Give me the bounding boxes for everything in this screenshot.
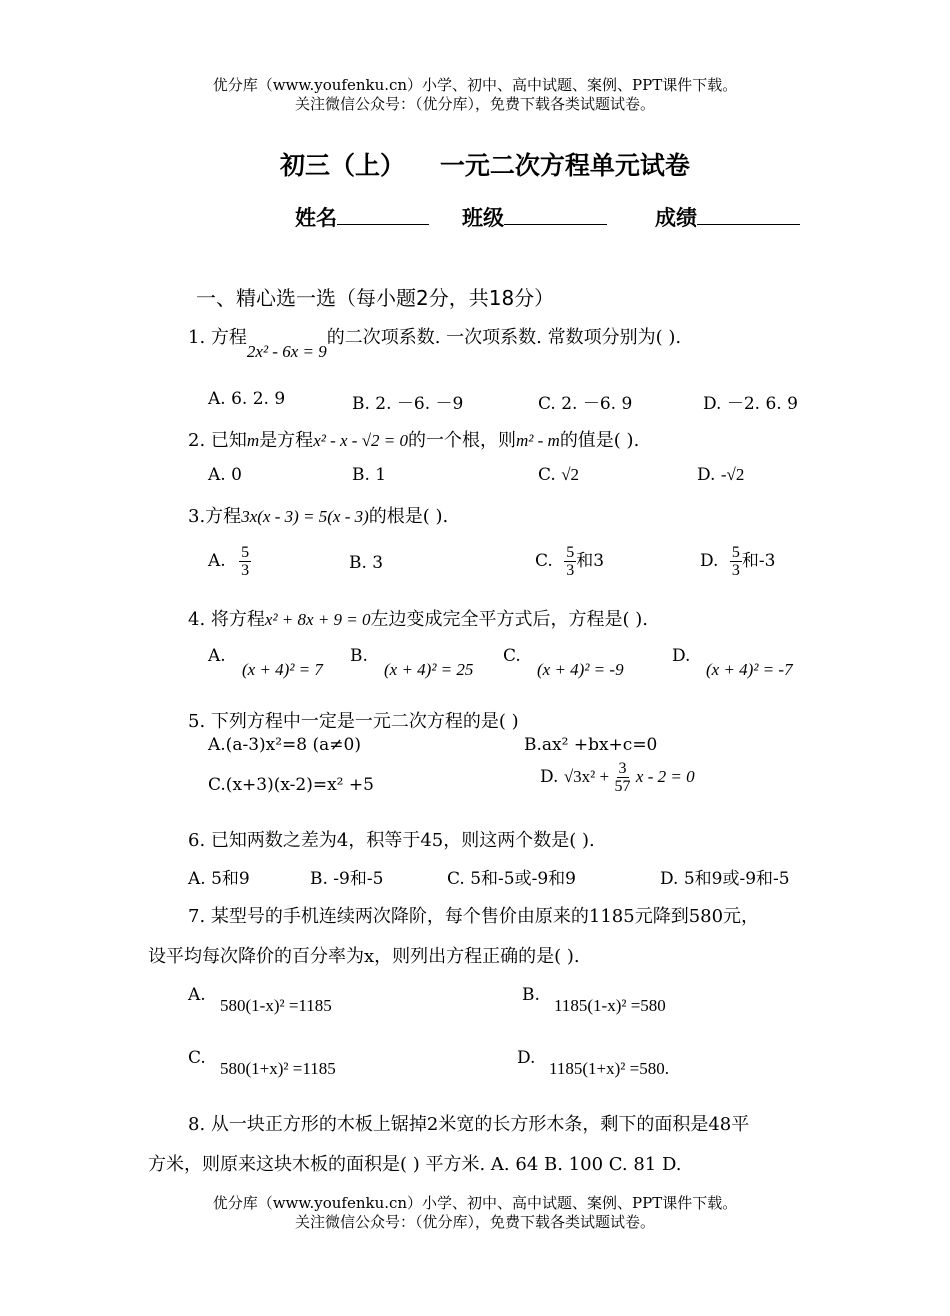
header-line-2: 关注微信公众号：（优分库），免费下载各类试题试卷。 [294,95,655,113]
q7-option-c-label: C. [188,1048,206,1068]
q3-option-d-fraction [730,544,742,579]
name-label: 姓名 [295,206,337,230]
fraction-denominator: 57 [614,778,631,795]
q4-post: 左边变成完全平方式后，方程是( ). [370,609,649,630]
question-2 [188,426,639,452]
q4-pre: 4. 将方程 [188,609,265,630]
q2-pre: 2. 已知 [188,430,247,451]
question-7-line-1: 7. 某型号的手机连续两次降阶，每个售价由原来的1185元降到580元， [188,906,760,927]
q6-option-a: A. 5和9 [188,869,250,889]
q2-option-c [538,465,579,485]
q5-option-d-fraction [615,760,631,795]
q5-option-c: C.(x+3)(x-2)=x² +5 [208,775,374,795]
q7-option-d [549,1059,669,1079]
q3-equation: 3x(x - 3) = 5(x - 3) [241,507,369,526]
q3-option-c-suffix: 和3 [576,551,605,571]
class-blank[interactable] [504,202,607,225]
q7-option-d-label: D. [517,1048,536,1068]
q1-option-b: B. 2. －6. －9 [352,394,464,414]
q2-post: 的值是( ). [559,430,640,451]
q7-option-a: 580(1-x)² =1185 [220,996,332,1015]
q1-option-d: D. －2. 6. 9 [703,394,798,414]
q2-option-d-value: -√2 [720,465,745,484]
q2-option-d-label: D. [697,465,716,485]
score-field [655,202,800,232]
class-label: 班级 [462,206,504,230]
footer-line-1: 优分库（www.youfenku.cn）小学、初中、高中试题、案例、PPT课件下载。 [212,1194,738,1212]
q7-option-d-equation: 1185(1+x)² =580 [549,1059,665,1078]
q1-option-a: A. 6. 2. 9 [208,389,286,409]
q5-option-d-part2: x - 2 = 0 [635,767,695,786]
fraction-denominator: 3 [731,562,740,579]
q6-option-c: C. 5和-5或-9和9 [447,869,576,889]
q6-option-d: D. 5和9或-9和-5 [660,869,790,889]
q5-option-d [540,760,695,795]
q7-option-b: 1185(1-x)² =580 [554,996,666,1015]
q2-mid2: 的一个根，则 [408,430,516,451]
q4-option-a: (x + 4)² = 7 [242,660,323,679]
fraction-numerator: 5 [731,544,740,561]
q2-option-d [697,465,744,485]
q3-option-d-label: D. [700,551,719,571]
q2-option-b: B. 1 [352,465,387,485]
name-blank[interactable] [337,202,429,225]
header-line-1: 优分库（www.youfenku.cn）小学、初中、高中试题、案例、PPT课件下载。 [212,76,738,94]
score-blank[interactable] [697,202,800,225]
name-field [295,202,429,232]
q2-option-c-value: √2 [561,465,580,484]
q5-option-a: A.(a-3)x²=8 (a≠0) [208,735,361,755]
q3-option-a [208,544,251,579]
question-5: 5. 下列方程中一定是一元二次方程的是( ) [188,711,519,732]
question-3 [188,502,448,528]
q3-pre: 3.方程 [188,506,242,527]
fraction-numerator: 5 [241,544,250,561]
question-1 [188,323,682,361]
q3-option-d-suffix: 和-3 [741,551,776,571]
q3-option-c-label: C. [535,551,553,571]
q5-option-b: B.ax² +bx+c=0 [524,735,658,755]
question-8-line-1: 8. 从一块正方形的木板上锯掉2米宽的长方形木条，剩下的面积是48平 [188,1114,750,1135]
q3-option-c [535,544,604,579]
q7-period: . [664,1059,669,1078]
footer-line-2: 关注微信公众号：（优分库），免费下载各类试题试卷。 [294,1213,655,1231]
q4-option-b: (x + 4)² = 25 [384,660,474,679]
q4-option-c-label: C. [503,646,521,666]
q2-expression: m² - m [516,431,560,450]
question-7-line-2: 设平均每次降价的百分率为x，则列出方程正确的是( ). [148,946,580,967]
q1-pre: 1. 方程 [188,327,247,348]
q3-option-c-fraction [564,544,576,579]
q1-post: 的二次项系数. 一次项系数. 常数项分别为( ). [326,327,682,348]
score-label: 成绩 [655,206,697,230]
class-field [462,202,607,232]
q5-option-d-part1: √3x² + [563,767,610,786]
fraction-numerator: 3 [618,760,627,777]
fraction-denominator: 3 [566,562,575,579]
q2-variable: m [246,431,260,450]
page-title: 初三（上） 一元二次方程单元试卷 [280,151,690,180]
q2-option-a: A. 0 [208,465,242,485]
q4-option-b-label: B. [350,646,368,666]
q4-option-d: (x + 4)² = -7 [706,660,793,679]
q2-equation: x² - x - √2 = 0 [313,431,408,450]
q7-option-c: 580(1+x)² =1185 [220,1059,336,1078]
q4-option-a-label: A. [208,646,226,666]
q4-equation: x² + 8x + 9 = 0 [264,610,371,629]
q3-option-a-fraction [239,544,251,579]
q4-option-d-label: D. [672,646,691,666]
q7-option-a-label: A. [188,985,206,1005]
q3-post: 的根是( ). [368,506,449,527]
q4-option-c: (x + 4)² = -9 [537,660,624,679]
q1-option-c: C. 2. －6. 9 [538,394,633,414]
q2-option-c-label: C. [538,465,556,485]
fraction-denominator: 3 [241,562,250,579]
q7-option-b-label: B. [522,985,540,1005]
q2-mid: 是方程 [259,430,314,451]
question-4 [188,605,648,631]
q3-option-d [700,544,775,579]
q6-option-b: B. -9和-5 [310,869,384,889]
q1-equation: 2x² - 6x = 9 [246,342,327,361]
question-6: 6. 已知两数之差为4，积等于45，则这两个数是( ). [188,830,595,851]
q5-option-d-label: D. [540,767,559,787]
q3-option-b: B. 3 [349,553,384,573]
section-heading: 一、精心选一选（每小题2分，共18分） [196,286,555,310]
question-8-line-2: 方米，则原来这块木板的面积是( ) 平方米. A. 64 B. 100 C. 81 D. [148,1154,682,1175]
fraction-numerator: 5 [566,544,575,561]
q3-option-a-label: A. [208,551,226,571]
